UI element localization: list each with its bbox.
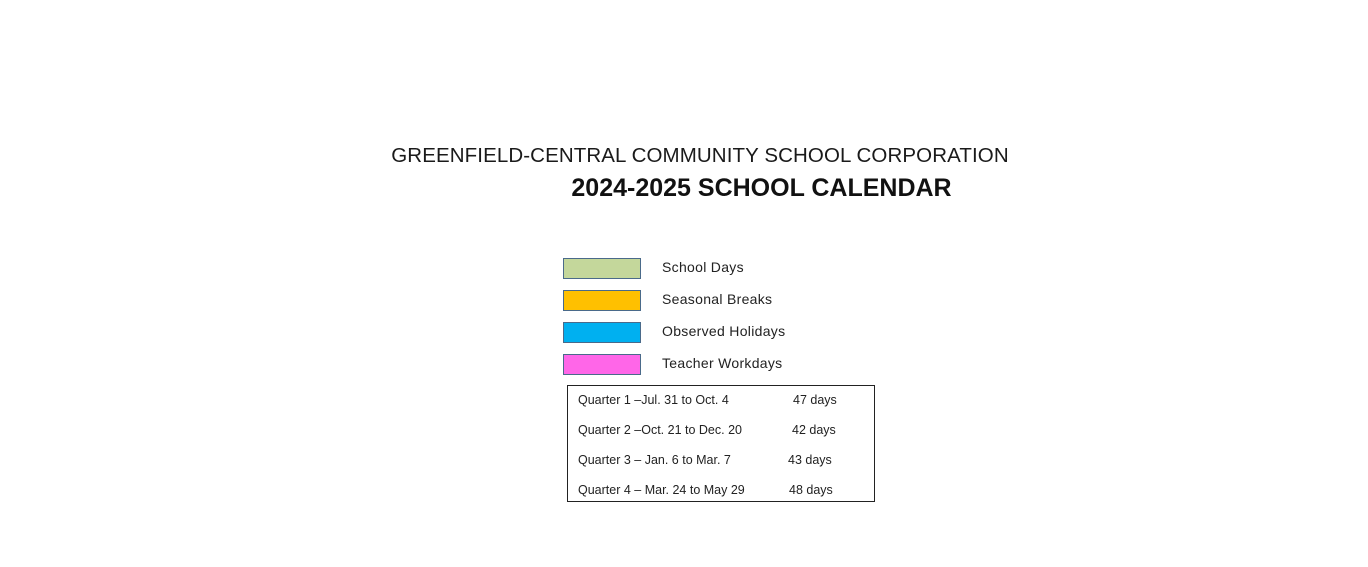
seasonal-breaks-swatch	[563, 290, 641, 311]
observed-holidays-swatch	[563, 322, 641, 343]
quarter-1-label: Quarter 1 –Jul. 31 to Oct. 4	[578, 393, 729, 407]
quarter-1-days: 47 days	[793, 393, 837, 407]
calendar-title: 2024-2025 SCHOOL CALENDAR	[571, 174, 952, 202]
legend-label: Teacher Workdays	[662, 355, 783, 371]
teacher-workdays-swatch	[563, 354, 641, 375]
school-days-swatch	[563, 258, 641, 279]
quarter-summary-table	[567, 385, 875, 502]
legend-label: Observed Holidays	[662, 323, 786, 339]
quarter-4-days: 48 days	[789, 483, 833, 497]
quarter-2-days: 42 days	[792, 423, 836, 437]
quarter-3-label: Quarter 3 – Jan. 6 to Mar. 7	[578, 453, 731, 467]
legend-label: Seasonal Breaks	[662, 291, 773, 307]
organization-title: GREENFIELD-CENTRAL COMMUNITY SCHOOL CORPORATION	[391, 144, 1009, 167]
quarter-4-label: Quarter 4 – Mar. 24 to May 29	[578, 483, 745, 497]
quarter-3-days: 43 days	[788, 453, 832, 467]
quarter-2-label: Quarter 2 –Oct. 21 to Dec. 20	[578, 423, 742, 437]
legend-label: School Days	[662, 259, 744, 275]
